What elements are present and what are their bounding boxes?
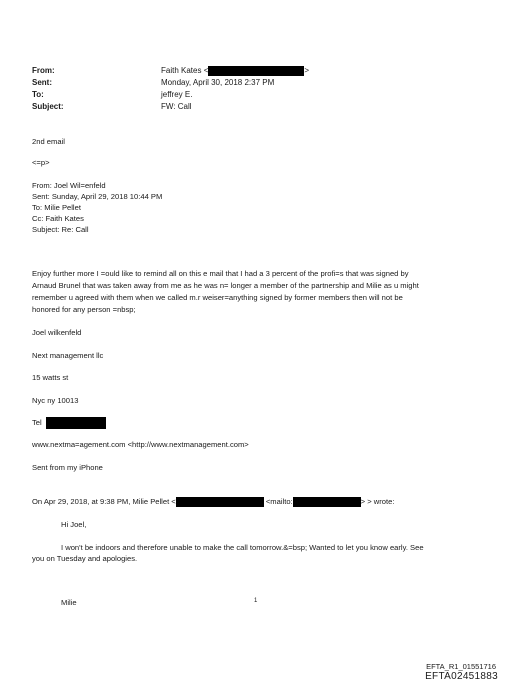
from-label: From: xyxy=(32,66,55,75)
subject-label: Subject: xyxy=(32,102,64,111)
from-name: Faith Kates < xyxy=(161,66,209,76)
sent-from-line: Sent from my iPhone xyxy=(32,463,103,472)
intro-tag: <=p> xyxy=(32,158,50,167)
tel-label: Tel xyxy=(32,418,42,427)
to-value: jeffrey E. xyxy=(161,90,193,99)
redaction-block xyxy=(46,417,106,429)
body-line-2: Arnaud Brunel that was taken away from me as he was n= longer a member of the partnership and Milie as u might xyxy=(32,281,419,290)
body-line-1: Enjoy further more I =ould like to remind all on this e mail that I had a 3 percent of the profi=s that was signed by xyxy=(32,269,409,278)
signature-company: Next management llc xyxy=(32,351,104,360)
to-label: To: xyxy=(32,90,44,99)
from-close: > xyxy=(304,66,310,76)
redaction-block xyxy=(293,497,361,507)
footer-code-1: EFTA_R1_01551716 xyxy=(426,662,496,671)
quoted-msg-line-1: I won't be indoors and therefore unable to make the call tomorrow.&=bsp; Wanted to let you know early. See xyxy=(61,543,424,552)
fwd-subject: Subject: Re: Call xyxy=(32,225,89,234)
fwd-sent: Sent: Sunday, April 29, 2018 10:44 PM xyxy=(32,192,163,201)
quoted-signoff: Milie xyxy=(61,598,77,607)
signature-name: Joel wilkenfeld xyxy=(32,328,82,337)
intro-line: 2nd email xyxy=(32,137,65,146)
signature-street: 15 watts st xyxy=(32,373,69,382)
page-number: 1 xyxy=(254,598,258,604)
signature-tel xyxy=(32,417,106,429)
footer-code-2: EFTA02451883 xyxy=(425,671,498,682)
fwd-cc: Cc: Faith Kates xyxy=(32,214,84,223)
quoted-header xyxy=(32,496,394,507)
signature-city: Nyc ny 10013 xyxy=(32,396,79,405)
fwd-to: To: Milie Pellet xyxy=(32,203,81,212)
redaction-block xyxy=(208,66,304,76)
sent-value: Monday, April 30, 2018 2:37 PM xyxy=(161,78,275,87)
body-line-4: honored for any person =nbsp; xyxy=(32,305,136,314)
quoted-wrote: > > wrote: xyxy=(360,497,395,506)
redaction-block xyxy=(176,497,264,507)
subject-value: FW: Call xyxy=(161,102,192,111)
body-line-3: remember u agreed with them when we called m.r weiser=anything signed by former members then will not be xyxy=(32,293,403,302)
quoted-msg-line-2: you on Tuesday and apologies. xyxy=(32,554,138,563)
sent-label: Sent: xyxy=(32,78,52,87)
quoted-greeting: Hi Joel, xyxy=(61,520,87,529)
quoted-on: On Apr 29, 2018, at 9:38 PM, Milie Pellet < xyxy=(32,497,176,506)
signature-web: www.nextma=agement.com <http://www.nextmanagement.com> xyxy=(32,440,249,449)
from-value xyxy=(161,66,309,76)
fwd-from: From: Joel Wil=enfeld xyxy=(32,181,106,190)
quoted-mailto: <mailto: xyxy=(265,497,293,506)
